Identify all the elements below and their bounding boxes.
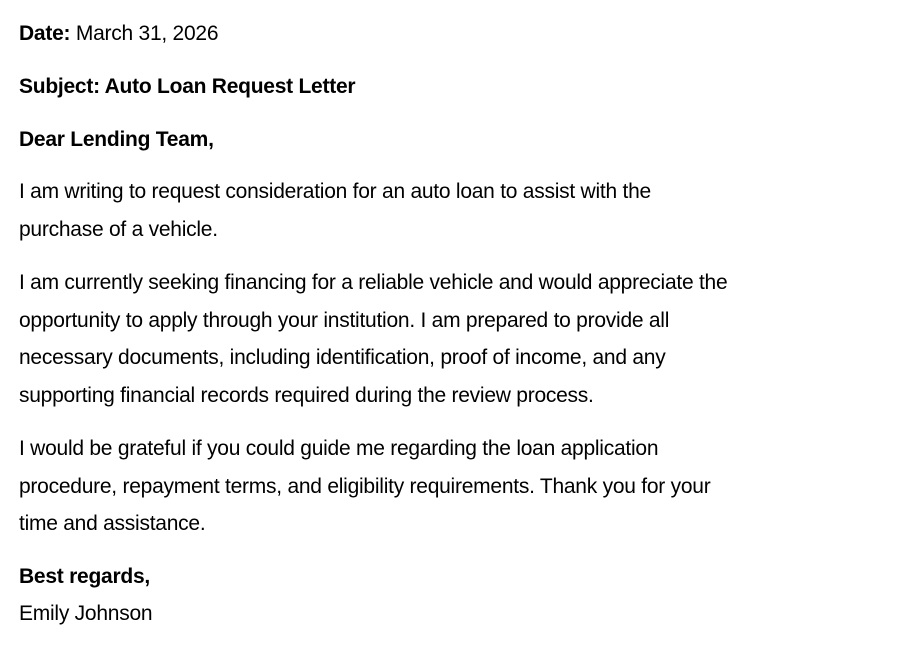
salutation: Dear Lending Team, [19, 128, 214, 151]
paragraph-line: supporting financial records required during the review process. [19, 384, 594, 407]
paragraph-line: I am currently seeking financing for a reliable vehicle and would appreciate the [19, 271, 728, 294]
paragraph-line: I am writing to request consideration for an auto loan to assist with the [19, 180, 651, 203]
paragraph-line: necessary documents, including identification, proof of income, and any [19, 346, 666, 369]
paragraph-line: I would be grateful if you could guide me regarding the loan application [19, 437, 659, 460]
date-label: Date: [19, 22, 71, 45]
paragraph-line: procedure, repayment terms, and eligibility requirements. Thank you for your [19, 475, 711, 498]
date-line [19, 21, 218, 47]
subject-line: Subject: Auto Loan Request Letter [19, 75, 356, 98]
paragraph-line: purchase of a vehicle. [19, 218, 218, 241]
date-value: March 31, 2026 [70, 22, 219, 45]
closing: Best regards, [19, 565, 150, 588]
signature: Emily Johnson [19, 602, 153, 625]
paragraph-line: opportunity to apply through your institution. I am prepared to provide all [19, 309, 670, 332]
paragraph-line: time and assistance. [19, 512, 206, 535]
